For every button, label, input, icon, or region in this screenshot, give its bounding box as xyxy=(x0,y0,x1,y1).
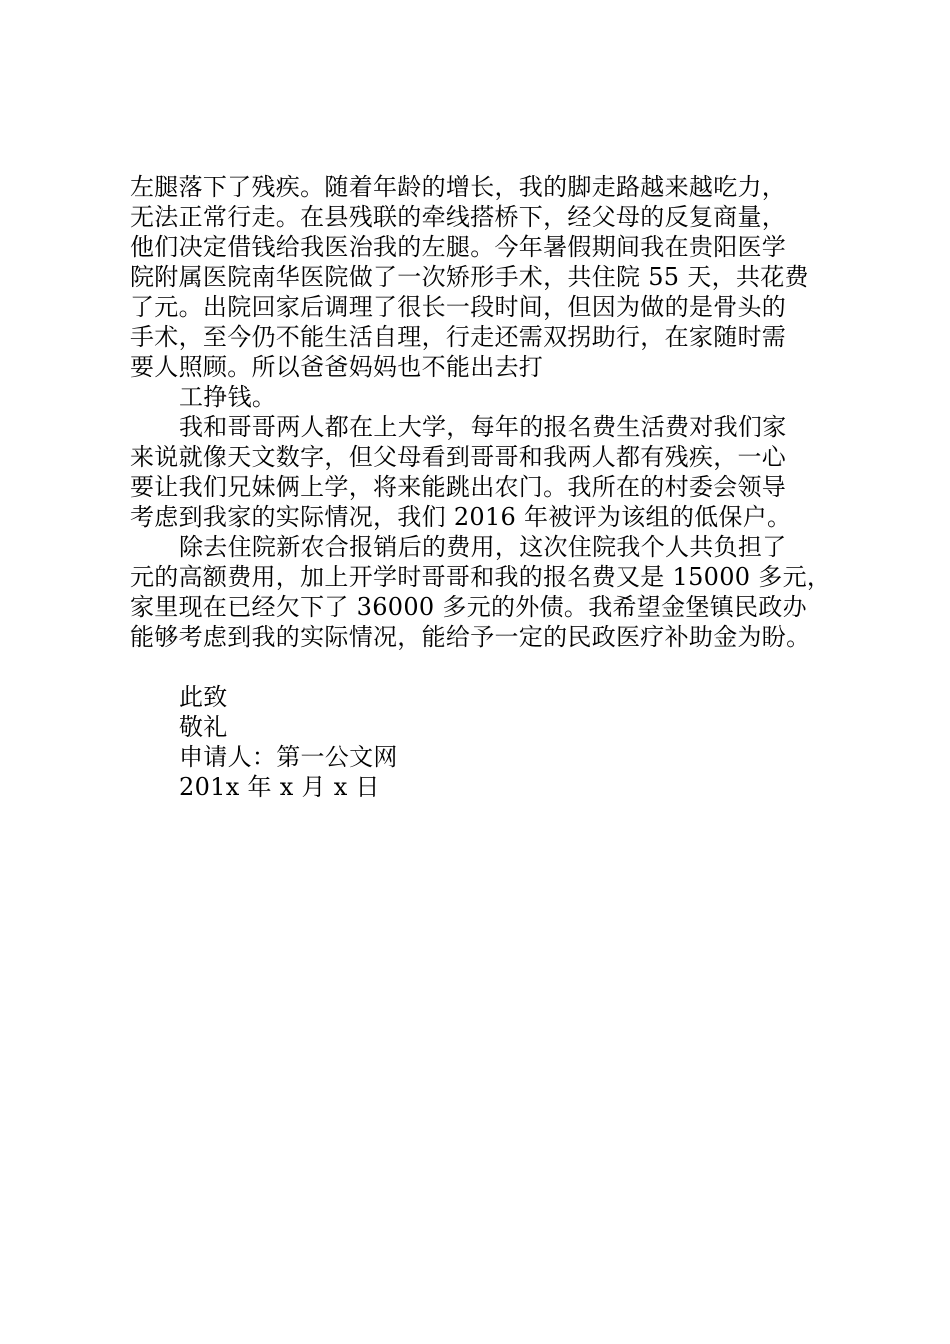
paragraph-1-line-3: 他们决定借钱给我医治我的左腿。今年暑假期间我在贵阳医学 xyxy=(130,233,787,261)
blank-line xyxy=(130,652,850,682)
paragraph-1-line-4: 院附属医院南华医院做了一次矫形手术，共住院 55 天，共花费 xyxy=(130,263,809,291)
closing-salutation: 此致 xyxy=(179,683,228,711)
paragraph-3-line-2: 元的高额费用，加上开学时哥哥和我的报名费又是 15000 多元， xyxy=(130,563,832,591)
date-line: 201x 年 x 月 x 日 xyxy=(179,773,380,801)
paragraph-2-line-1: 我和哥哥两人都在上大学，每年的报名费生活费对我们家 xyxy=(179,413,787,441)
paragraph-1-line-7: 要人照顾。所以爸爸妈妈也不能出去打 xyxy=(130,353,544,381)
paragraph-1-line-2: 无法正常行走。在县残联的牵线搭桥下，经父母的反复商量， xyxy=(130,203,787,231)
paragraph-3-line-4: 能够考虑到我的实际情况，能给予一定的民政医疗补助金为盼。 xyxy=(130,623,811,651)
paragraph-1-line-5: 了元。出院回家后调理了很长一段时间，但因为做的是骨头的 xyxy=(130,293,787,321)
closing-regards: 敬礼 xyxy=(179,713,228,741)
paragraph-3-line-3: 家里现在已经欠下了 36000 多元的外债。我希望金堡镇民政办 xyxy=(130,593,807,621)
applicant-signature: 申请人：第一公文网 xyxy=(179,743,398,771)
paragraph-2-line-3: 要让我们兄妹俩上学，将来能跳出农门。我所在的村委会领导 xyxy=(130,473,787,501)
paragraph-2-line-2: 来说就像天文数字，但父母看到哥哥和我两人都有残疾，一心 xyxy=(130,443,787,471)
paragraph-1-line-1: 左腿落下了残疾。随着年龄的增长，我的脚走路越来越吃力， xyxy=(130,173,787,201)
paragraph-2-line-4: 考虑到我家的实际情况，我们 2016 年被评为该组的低保户。 xyxy=(130,503,792,531)
paragraph-3-line-1: 除去住院新农合报销后的费用，这次住院我个人共负担了 xyxy=(179,533,787,561)
document-page xyxy=(130,172,850,802)
paragraph-1-line-6: 手术，至今仍不能生活自理，行走还需双拐助行，在家随时需 xyxy=(130,323,787,351)
paragraph-1-tail: 工挣钱。 xyxy=(179,383,277,411)
